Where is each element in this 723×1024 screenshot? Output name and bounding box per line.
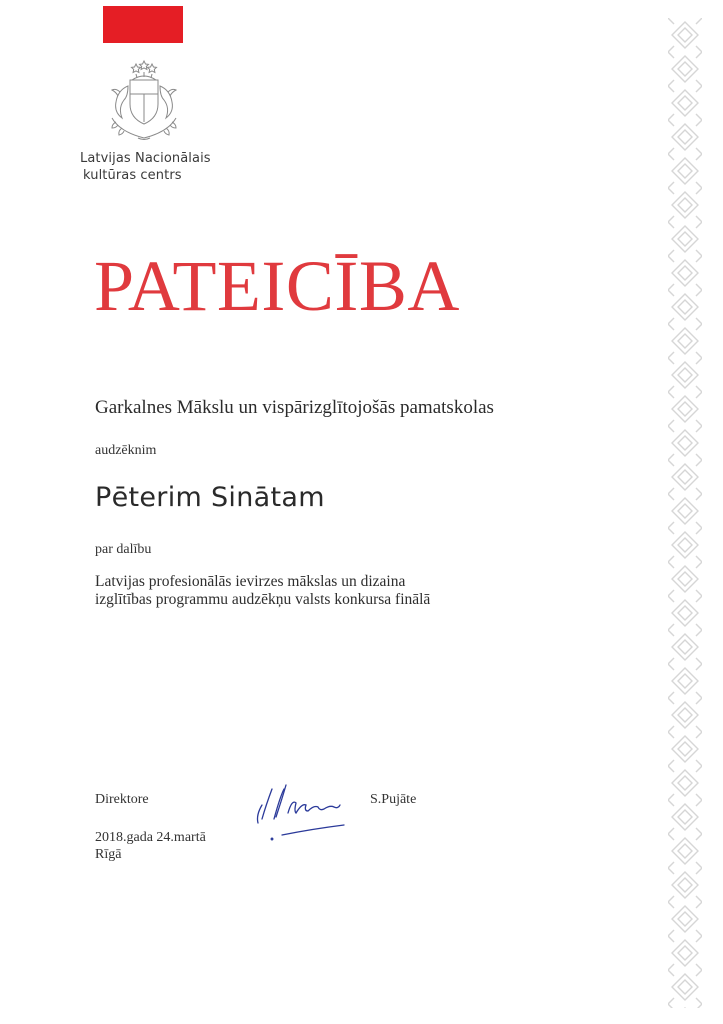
coat-of-arms-icon (102, 58, 186, 144)
issue-date: 2018.gada 24.martā (95, 830, 206, 845)
school-name: Garkalnes Mākslu un vispārizglītojošās pamatskolas (95, 397, 494, 418)
recipient-name: Pēterim Sinātam (95, 482, 325, 513)
reason-text (95, 573, 430, 609)
signatory-name: S.Pujāte (370, 792, 417, 807)
date-place (95, 829, 206, 863)
signatory-role: Direktore (95, 792, 149, 807)
reason-line1: Latvijas profesionālās ievirzes mākslas un dizaina (95, 573, 406, 590)
organization-name (80, 150, 240, 184)
organization-name-line1: Latvijas Nacionālais (80, 151, 211, 166)
organization-name-line2: kultūras centrs (83, 168, 182, 183)
latvian-ornament-border (668, 18, 702, 1008)
reason-line2: izglītības programmu audzēkņu valsts konkursa finālā (95, 591, 431, 608)
recipient-intro: audzēknim (95, 443, 157, 458)
reason-intro: par dalību (95, 542, 152, 557)
red-brand-bar (103, 6, 183, 43)
handwritten-signature (252, 775, 356, 845)
issue-place: Rīgā (95, 847, 122, 862)
certificate-title: PATEICĪBA (94, 246, 460, 326)
